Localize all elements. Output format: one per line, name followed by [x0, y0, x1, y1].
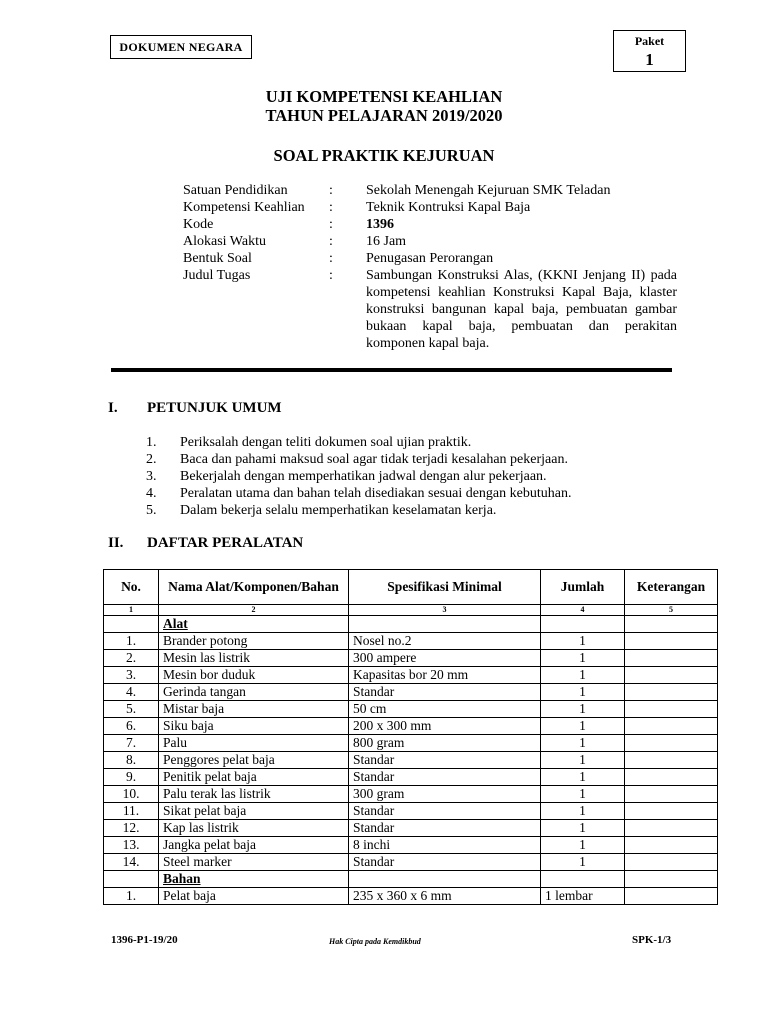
- cell-no: 13.: [104, 837, 159, 854]
- empty-cell: [625, 616, 718, 633]
- table-row: [104, 854, 718, 871]
- empty-cell: [541, 871, 625, 888]
- cell-name: Mistar baja: [159, 701, 349, 718]
- cell-spec: Nosel no.2: [349, 633, 541, 650]
- table-row: [104, 650, 718, 667]
- table-row: [104, 633, 718, 650]
- table-row: [104, 718, 718, 735]
- title-line2: TAHUN PELAJARAN 2019/2020: [265, 106, 503, 125]
- cell-spec: 50 cm: [349, 701, 541, 718]
- cell-no: 1: [104, 605, 159, 616]
- list-item-text: Peralatan utama dan bahan telah disediakan sesuai dengan kebutuhan.: [180, 486, 572, 501]
- cell-qty: 1: [541, 667, 625, 684]
- doc-label: DOKUMEN NEGARA: [119, 39, 243, 54]
- empty-cell: [349, 871, 541, 888]
- cell-no: 7.: [104, 735, 159, 752]
- cell-note: 5: [625, 605, 718, 616]
- footer-code: 1396-P1-19/20: [111, 934, 178, 946]
- table-row: [104, 837, 718, 854]
- cell-spec: Standar: [349, 803, 541, 820]
- list-item-number: 4.: [146, 486, 157, 501]
- meta-value: 1396: [366, 217, 394, 232]
- section1-heading: [108, 400, 282, 417]
- cell-spec: Standar: [349, 820, 541, 837]
- cell-name: Pelat baja: [159, 888, 349, 905]
- cell-no: 6.: [104, 718, 159, 735]
- cell-name: Penitik pelat baja: [159, 769, 349, 786]
- meta-colon: :: [329, 183, 333, 198]
- cell-qty: 1: [541, 633, 625, 650]
- cell-spec: Standar: [349, 769, 541, 786]
- list-item-number: 2.: [146, 452, 157, 467]
- table-row: [104, 684, 718, 701]
- meta-colon: :: [329, 268, 333, 283]
- cell-qty: 1: [541, 820, 625, 837]
- list-item: [146, 451, 571, 468]
- cell-spec: 8 inchi: [349, 837, 541, 854]
- meta-value: Teknik Kontruksi Kapal Baja: [366, 200, 531, 215]
- cell-no: 8.: [104, 752, 159, 769]
- cell-note: [625, 633, 718, 650]
- cell-note: [625, 684, 718, 701]
- table-row: [104, 735, 718, 752]
- meta-key: Judul Tugas: [183, 268, 251, 283]
- meta-key: Kode: [183, 217, 214, 232]
- cell-name: Palu: [159, 735, 349, 752]
- cell-note: [625, 854, 718, 871]
- section1-number: I.: [108, 400, 118, 416]
- group-label: Bahan: [159, 871, 349, 888]
- table-row: [104, 752, 718, 769]
- cell-note: [625, 786, 718, 803]
- cell-no: 1.: [104, 633, 159, 650]
- list-item: [146, 434, 571, 451]
- list-item: [146, 502, 571, 519]
- doc-label-box: [110, 35, 252, 59]
- table-row: [104, 803, 718, 820]
- meta-key: Kompetensi Keahlian: [183, 200, 305, 215]
- table-row: [104, 888, 718, 905]
- cell-spec: 235 x 360 x 6 mm: [349, 888, 541, 905]
- cell-qty: 1: [541, 803, 625, 820]
- cell-no: 1.: [104, 888, 159, 905]
- cell-qty: 1: [541, 769, 625, 786]
- cell-spec: Kapasitas bor 20 mm: [349, 667, 541, 684]
- cell-no: 5.: [104, 701, 159, 718]
- table-row: [104, 769, 718, 786]
- cell-no: 4.: [104, 684, 159, 701]
- table-row: [104, 605, 718, 616]
- meta-key: Alokasi Waktu: [183, 234, 266, 249]
- equipment-table: [103, 569, 718, 905]
- paket-label: Paket: [634, 34, 665, 48]
- meta-row: [183, 182, 683, 199]
- meta-row: [183, 233, 683, 250]
- title-line1: UJI KOMPETENSI KEAHLIAN: [265, 87, 503, 106]
- cell-no: 11.: [104, 803, 159, 820]
- table-group-row: [104, 871, 718, 888]
- cell-spec: Standar: [349, 854, 541, 871]
- cell-name: Siku baja: [159, 718, 349, 735]
- list-item: [146, 468, 571, 485]
- cell-note: [625, 803, 718, 820]
- cell-name: Kap las listrik: [159, 820, 349, 837]
- list-item-number: 5.: [146, 503, 157, 518]
- title-line3: SOAL PRAKTIK KEJURUAN: [273, 146, 495, 165]
- meta-row: [183, 250, 683, 267]
- meta-key: Satuan Pendidikan: [183, 183, 288, 198]
- cell-name: Jangka pelat baja: [159, 837, 349, 854]
- cell-no: 10.: [104, 786, 159, 803]
- cell-qty: 1: [541, 854, 625, 871]
- header-no: No.: [104, 570, 159, 605]
- cell-qty: 1: [541, 837, 625, 854]
- instructions-list: [146, 434, 571, 519]
- section2-title: DAFTAR PERALATAN: [147, 535, 304, 551]
- meta-row: [183, 267, 683, 352]
- table-group-row: [104, 616, 718, 633]
- section2-number: II.: [108, 535, 124, 551]
- list-item-number: 3.: [146, 469, 157, 484]
- section1-title: PETUNJUK UMUM: [147, 400, 282, 416]
- cell-qty: 1: [541, 786, 625, 803]
- cell-name: Penggores pelat baja: [159, 752, 349, 769]
- footer-copyright: Hak Cipta pada Kemdikbud: [329, 937, 421, 946]
- meta-colon: :: [329, 251, 333, 266]
- cell-qty: 1: [541, 718, 625, 735]
- cell-note: [625, 718, 718, 735]
- empty-cell: [104, 616, 159, 633]
- meta-value: Penugasan Perorangan: [366, 251, 494, 266]
- cell-no: 12.: [104, 820, 159, 837]
- empty-cell: [541, 616, 625, 633]
- cell-qty: 1: [541, 684, 625, 701]
- meta-row: [183, 216, 683, 233]
- cell-spec: 200 x 300 mm: [349, 718, 541, 735]
- cell-no: 2.: [104, 650, 159, 667]
- empty-cell: [625, 871, 718, 888]
- meta-value: Sekolah Menengah Kejuruan SMK Teladan: [366, 183, 611, 198]
- paket-box: [613, 30, 686, 72]
- cell-name: Palu terak las listrik: [159, 786, 349, 803]
- list-item-number: 1.: [146, 435, 157, 450]
- cell-note: [625, 735, 718, 752]
- cell-name: Mesin las listrik: [159, 650, 349, 667]
- cell-no: 3.: [104, 667, 159, 684]
- list-item-text: Baca dan pahami maksud soal agar tidak terjadi kesalahan pekerjaan.: [180, 452, 568, 467]
- cell-qty: 1: [541, 650, 625, 667]
- cell-note: [625, 752, 718, 769]
- header-jumlah: Jumlah: [541, 570, 625, 605]
- table-row: [104, 701, 718, 718]
- empty-cell: [349, 616, 541, 633]
- cell-note: [625, 701, 718, 718]
- cell-spec: 300 ampere: [349, 650, 541, 667]
- meta-value: Sambungan Konstruksi Alas, (KKNI Jenjang II) pada kompetensi keahlian Konstruksi Kapal Baja, klaster konstruksi bangunan kapal baja, pembuatan gambar bukaan kapal baja, pembuatan dan perakitan komponen kapal baja.: [366, 268, 677, 351]
- meta-key: Bentuk Soal: [183, 251, 252, 266]
- table-header-row: [104, 570, 718, 605]
- cell-note: [625, 650, 718, 667]
- meta-colon: :: [329, 234, 333, 249]
- cell-name: Mesin bor duduk: [159, 667, 349, 684]
- list-item-text: Bekerjalah dengan memperhatikan jadwal dengan alur pekerjaan.: [180, 469, 547, 484]
- meta-value: 16 Jam: [366, 234, 407, 249]
- paket-number: 1: [645, 50, 654, 69]
- empty-cell: [104, 871, 159, 888]
- meta-block: [183, 182, 683, 352]
- header-nama: Nama Alat/Komponen/Bahan: [159, 570, 349, 605]
- cell-no: 9.: [104, 769, 159, 786]
- footer-page: SPK-1/3: [632, 934, 672, 946]
- cell-name: Brander potong: [159, 633, 349, 650]
- cell-qty: 1 lembar: [541, 888, 625, 905]
- cell-name: Gerinda tangan: [159, 684, 349, 701]
- cell-note: [625, 667, 718, 684]
- meta-row: [183, 199, 683, 216]
- table-row: [104, 667, 718, 684]
- cell-qty: 1: [541, 735, 625, 752]
- cell-note: [625, 837, 718, 854]
- cell-spec: 3: [349, 605, 541, 616]
- meta-colon: :: [329, 200, 333, 215]
- cell-spec: 800 gram: [349, 735, 541, 752]
- header-keterangan: Keterangan: [625, 570, 718, 605]
- section2-heading: [108, 535, 303, 552]
- list-item-text: Periksalah dengan teliti dokumen soal ujian praktik.: [180, 435, 472, 450]
- cell-qty: 1: [541, 752, 625, 769]
- meta-colon: :: [329, 217, 333, 232]
- cell-name: 2: [159, 605, 349, 616]
- group-label: Alat: [159, 616, 349, 633]
- cell-note: [625, 769, 718, 786]
- list-item-text: Dalam bekerja selalu memperhatikan keselamatan kerja.: [180, 503, 497, 518]
- cell-no: 14.: [104, 854, 159, 871]
- cell-spec: 300 gram: [349, 786, 541, 803]
- cell-spec: Standar: [349, 752, 541, 769]
- cell-name: Sikat pelat baja: [159, 803, 349, 820]
- cell-qty: 1: [541, 701, 625, 718]
- table-row: [104, 786, 718, 803]
- cell-qty: 4: [541, 605, 625, 616]
- cell-note: [625, 820, 718, 837]
- cell-spec: Standar: [349, 684, 541, 701]
- cell-note: [625, 888, 718, 905]
- divider-rule: [111, 368, 672, 372]
- cell-name: Steel marker: [159, 854, 349, 871]
- list-item: [146, 485, 571, 502]
- header-spesifikasi: Spesifikasi Minimal: [349, 570, 541, 605]
- table-row: [104, 820, 718, 837]
